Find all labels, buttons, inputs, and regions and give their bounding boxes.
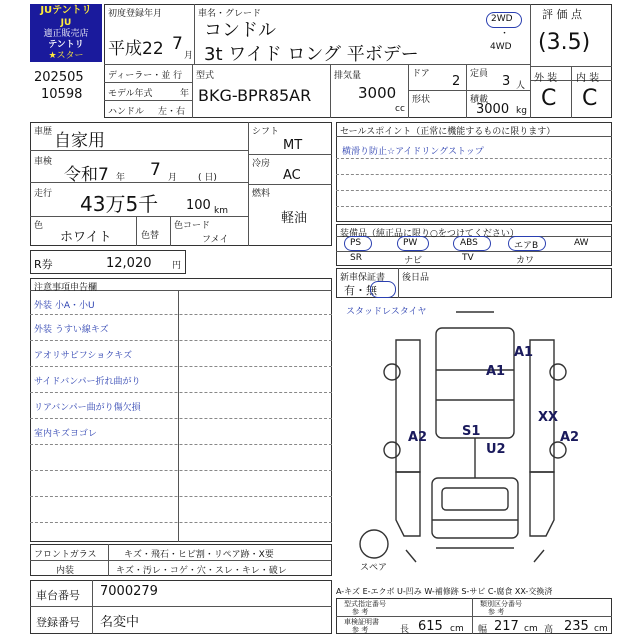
class-label: 類別区分番号 [480, 600, 522, 608]
doors-value: 2 [452, 74, 461, 89]
shift-value: MT [283, 138, 303, 153]
inspection-year-unit: 年 [116, 173, 126, 183]
dealer-label: ディーラー・並 行 [108, 71, 183, 81]
inside-label: 内装 [56, 566, 75, 576]
logo-brand: JUテントリ [30, 4, 102, 18]
height-value: 235 [564, 619, 589, 634]
logo-line-4: ★スター [48, 51, 84, 61]
length-value: 615 [418, 619, 443, 634]
damage-mark: A1 [514, 345, 534, 360]
notes-label: 注意事項申告欄 [34, 283, 98, 293]
color-change-label: 色替 [141, 231, 160, 241]
displacement-value: 3000 [358, 84, 397, 102]
capacity-label: 定員 [470, 69, 489, 79]
mileage-suffix: 100 [186, 198, 211, 213]
sales-points-label: セールスポイント（正常に機能するものに限ります） [340, 127, 556, 137]
height-unit: cm [594, 624, 608, 634]
doors-label: ドア [412, 69, 430, 79]
lot-number-1: 202505 [34, 70, 84, 85]
first-reg-month-unit: 月 [184, 51, 194, 61]
warranty-circle [370, 281, 396, 298]
model-name: コンドル [204, 20, 276, 41]
damage-mark: A2 [408, 430, 428, 445]
auction-logo [28, 4, 104, 64]
color-value: ホワイト [60, 230, 112, 245]
equip-aw: AW [574, 238, 589, 248]
spare-label: スペア [360, 563, 388, 573]
drive-4wd: 4WD [490, 42, 512, 52]
warranty-options: 有・無 [344, 284, 377, 297]
handle-options: 左・右 [158, 107, 186, 117]
drive-2wd: 2WD [491, 14, 513, 24]
logo-line-1: JU [60, 18, 72, 28]
model-name-label: 車名・グレード [198, 9, 262, 19]
mileage-unit: km [214, 206, 228, 216]
exterior-label: 外 装 [534, 73, 558, 84]
equip-leather: カワ [516, 256, 535, 266]
warranty-label: 新車保証書 [340, 273, 386, 283]
equip-abs: ABS [460, 238, 478, 248]
capacity-value: 3 [502, 74, 511, 89]
color-code-value: フメイ [202, 235, 229, 245]
equip-ps: PS [350, 238, 362, 248]
note-item: サイドバンパー折れ曲がり [34, 377, 141, 387]
destination-label: 後日品 [402, 273, 430, 283]
equip-pw: PW [403, 238, 418, 248]
equip-sr: SR [350, 253, 362, 263]
first-reg-month: 7 [172, 34, 183, 54]
interior-label: 内 装 [576, 73, 600, 84]
damage-mark: S1 [462, 424, 481, 439]
model-year-label: モデル年式 [108, 89, 153, 99]
mileage-value: 43万5千 [80, 192, 159, 216]
length-unit: cm [450, 624, 464, 634]
equip-navi: ナビ [404, 256, 423, 266]
sales-points-frame [336, 122, 612, 222]
shape-label: 形状 [412, 95, 431, 105]
displacement-unit: cc [395, 104, 405, 114]
inspection-era: 令和7 [64, 165, 109, 185]
usage-label: 車歴 [34, 127, 53, 137]
recycle-unit: 円 [172, 261, 182, 271]
type-cert-sub: 参 考 [352, 608, 369, 616]
exterior-grade: C [541, 86, 557, 111]
lot-number-2: 10598 [41, 87, 83, 102]
reg-value: 名変中 [100, 615, 140, 630]
shift-label: シフト [252, 127, 280, 137]
damage-mark: U2 [486, 442, 506, 457]
type-cert-label: 型式指定番号 [344, 600, 386, 608]
drive-dot: ・ [500, 29, 510, 39]
sales-point-item: 横滑り防止☆アイドリングストップ [342, 147, 484, 157]
diagram-note: スタッドレスタイヤ [346, 307, 427, 317]
equipment-label: 装備品（純正品に限り○をつけてください） [340, 229, 519, 239]
width-value: 217 [494, 619, 519, 634]
color-code-label: 色コード [174, 221, 211, 231]
grade: 3t ワイド ロング 平ボデー [204, 44, 419, 65]
recycle-value: 12,020 [106, 256, 152, 271]
inspection-label: 車検 [34, 157, 53, 167]
class-sub: 参 考 [488, 608, 505, 616]
load-label: 積載 [470, 95, 489, 105]
fuel-value: 軽油 [281, 211, 308, 226]
ac-value: AC [283, 168, 301, 183]
first-reg-era: 平成22 [108, 39, 164, 59]
chassis-label: 車台番号 [36, 589, 80, 602]
color-label: 色 [34, 221, 44, 231]
first-reg-label: 初度登録年月 [108, 9, 163, 19]
capacity-unit: 人 [516, 81, 526, 91]
load-value: 3000 [476, 102, 510, 117]
chassis-value: 7000279 [100, 584, 158, 599]
damage-mark: A2 [560, 430, 580, 445]
equip-tv: TV [462, 253, 474, 263]
equip-airbag: エアB [514, 241, 539, 251]
interior-grade: C [582, 86, 598, 111]
damage-mark: A1 [486, 364, 506, 379]
inspection-day-label: ( 日) [198, 173, 217, 183]
score-label: 評 価 点 [542, 8, 582, 21]
inspection-month: 7 [150, 160, 161, 180]
inside-legend: キズ・汚レ・コゲ・穴・スレ・キレ・破レ [116, 566, 287, 576]
type-label: 型式 [196, 71, 215, 81]
score-value: (3.5) [538, 30, 591, 55]
displacement-label: 排気量 [334, 71, 362, 81]
width-prefix: 幅 [478, 625, 488, 635]
note-item: リアバンパー曲がり傷欠損 [34, 403, 141, 413]
recycle-label: R券 [34, 258, 53, 271]
inspection-month-unit: 月 [168, 173, 178, 183]
ac-label: 冷房 [252, 159, 271, 169]
logo-line-3: テントリ [48, 40, 84, 50]
note-item: アオリサビフショクキズ [34, 351, 133, 361]
load-unit: kg [516, 106, 527, 116]
handle-label: ハンドル [108, 107, 145, 117]
damage-mark: XX [538, 410, 559, 425]
front-glass-label: フロントガラス [34, 550, 97, 560]
reg-label: 登録番号 [36, 616, 80, 629]
note-item: 室内キズヨゴレ [34, 429, 97, 439]
logo-block [30, 18, 102, 62]
height-prefix: 高 [544, 625, 554, 635]
note-item: 外装 うすい線キズ [34, 325, 109, 335]
usage-value: 自家用 [54, 131, 105, 151]
damage-legend: A-キズ E-エクボ U-凹み W-補修跡 S-サビ C-腐食 XX-交換済 [336, 587, 553, 596]
logo-line-2: 適正販売店 [43, 29, 89, 39]
length-sub: 参 考 [352, 626, 369, 634]
model-year-unit: 年 [180, 89, 190, 99]
type-value: BKG-BPR85AR [198, 86, 312, 105]
front-glass-legend: キズ・飛石・ヒビ割・リペア跡・X要 [124, 550, 274, 560]
note-item: 外装 小A・小U [34, 301, 95, 311]
mileage-label: 走行 [34, 189, 53, 199]
width-unit: cm [524, 624, 538, 634]
fuel-label: 燃料 [252, 189, 271, 199]
length-label: 車検証明書 [344, 618, 379, 626]
length-prefix: 長 [400, 625, 410, 635]
